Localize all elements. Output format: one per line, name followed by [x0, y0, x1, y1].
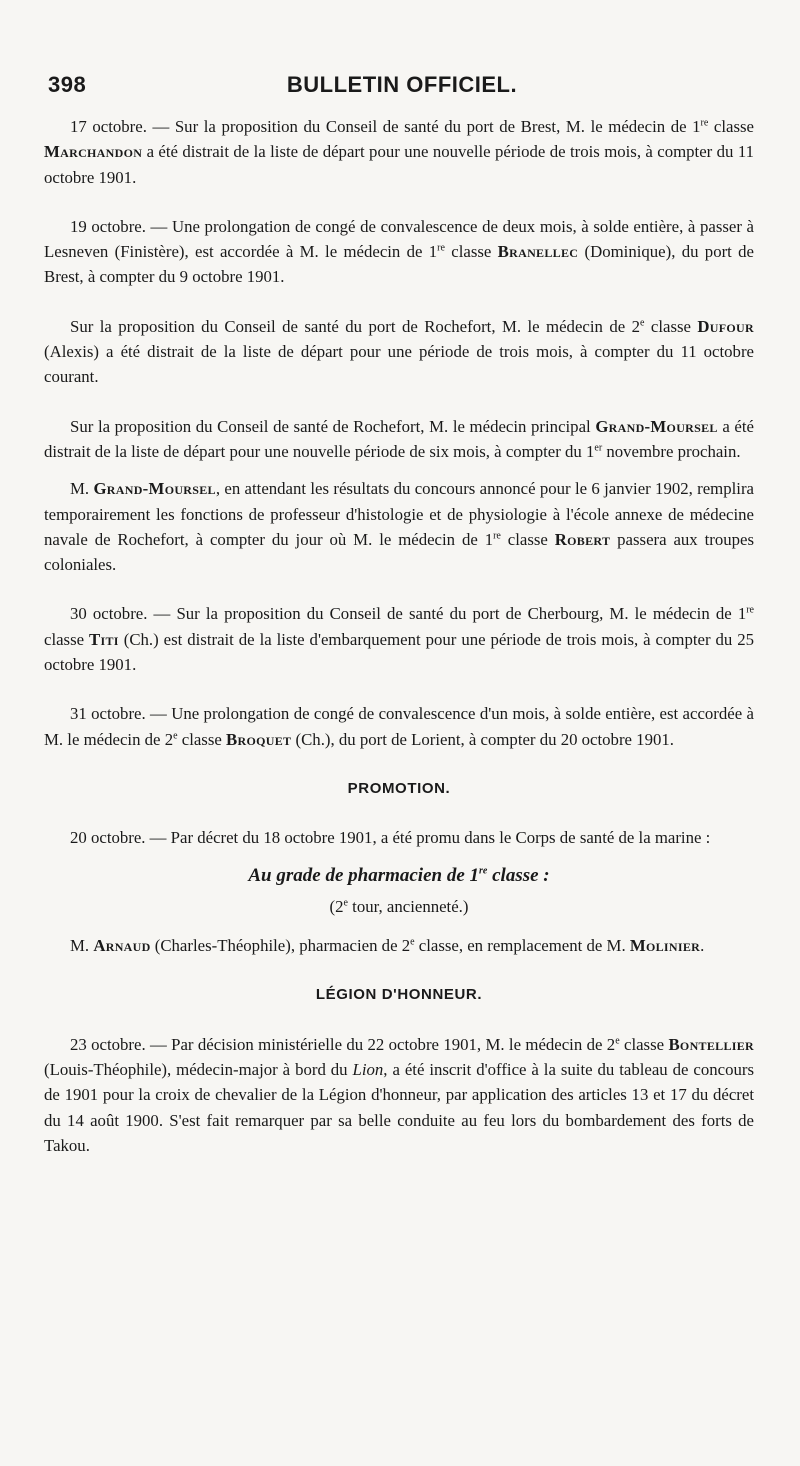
person-name: Branellec [497, 242, 579, 262]
text: passera aux troupes coloniales. [44, 529, 754, 575]
paragraph-rochefort-grand-moursel [44, 414, 754, 465]
text: 23 octobre. — Par décision ministérielle du 22 octobre 1901, M. le médecin de 2 [70, 1034, 616, 1054]
text: (Dominique), du port de Brest, à compter du 9 octobre 1901. [44, 242, 754, 287]
person-name: Broquet [226, 729, 292, 749]
person-name: Molinier [629, 936, 701, 956]
section-heading-legion: LÉGION D'HONNEUR. [315, 986, 483, 1004]
person-name: Grand-Moursel [93, 479, 216, 499]
text: 30 octobre. — Sur la proposition du Conseil de santé du port de Cherbourg, M. le médecin de 1 [70, 604, 747, 624]
ordinal: re [479, 865, 488, 877]
ordinal: e [615, 1035, 620, 1047]
ship-name: Lion [352, 1060, 384, 1080]
paragraph-arnaud [44, 933, 754, 958]
ordinal: e [343, 897, 348, 909]
text: (Alexis) a été distrait de la liste de départ pour une période de trois mois, à compter du 11 octobre courant. [44, 342, 754, 387]
document-body [44, 114, 754, 1158]
paragraph-rochefort-dufour [44, 314, 754, 390]
ordinal: re [700, 117, 709, 129]
ordinal: e [173, 730, 178, 742]
text: (Ch.) est distrait de la liste d'embarquement pour une période de trois mois, à compter du 25 octobre 1901. [44, 629, 755, 675]
ordinal: re [493, 530, 501, 542]
grade-subheading [44, 894, 754, 919]
text: (Charles-Théophile), pharmacien de 2 [150, 936, 411, 956]
text: M. [70, 479, 94, 499]
text: classe [644, 316, 698, 336]
text: classe [177, 729, 227, 749]
paragraph-promotion: 20 octobre. — Par décret du 18 octobre 1901, a été promu dans le Corps de santé de la marine : [70, 828, 711, 848]
text: (Ch.), du port de Lorient, à compter du 20 octobre 1901. [291, 729, 674, 749]
text: classe, en remplacement de M. [414, 936, 630, 956]
text: novembre prochain. [602, 441, 741, 461]
page-number: 398 [48, 72, 87, 97]
text: 19 octobre. — Une prolongation de congé de convalescence de deux mois, à solde entière, à passer à Lesneven (Finistère), est accordée à M. le médecin de 1 [44, 216, 754, 262]
text: a été distrait de la liste de départ pour une nouvelle période de trois mois, à compter du 11 octobre 1901. [44, 142, 754, 187]
text: M. [70, 936, 94, 956]
paragraph-grand-moursel-interim [44, 476, 754, 577]
grade-heading [44, 863, 754, 888]
person-name: Bontellier [668, 1034, 754, 1054]
ordinal: e [640, 317, 645, 329]
text: , a été inscrit d'office à la suite du tableau de concours de 1901 pour la croix de chevalier de la Légion d'honneur, par application des articles 13 et 17 du décret du 14 août 1900. S'est fait remarquer par sa belle conduite au feu lors du bombardement des forts de Takou. [44, 1060, 754, 1155]
text: classe [619, 1034, 669, 1054]
person-name: Arnaud [93, 936, 151, 956]
text: 17 octobre. — Sur la proposition du Conseil de santé du port de Brest, M. le médecin de 1 [70, 117, 701, 136]
paragraph-legion-23-octobre [44, 1032, 754, 1158]
running-title: BULLETIN OFFICIEL. [286, 72, 518, 97]
paragraph-19-octobre [44, 214, 754, 290]
text: . [700, 936, 705, 956]
text: Au grade de pharmacien de 1 [248, 864, 480, 886]
person-name: Dufour [697, 316, 754, 336]
text: a été distrait de la liste de départ pour une nouvelle période de six mois, à compter du 1 [44, 416, 754, 461]
ordinal: e [410, 936, 415, 948]
paragraph-17-octobre [44, 114, 754, 190]
person-name: Marchandon [44, 142, 143, 162]
paragraph-31-octobre [44, 701, 754, 752]
person-name: Robert [554, 529, 611, 549]
ordinal: re [437, 242, 445, 254]
text: classe [444, 242, 498, 262]
text: Sur la proposition du Conseil de santé du port de Rochefort, M. le médecin de 2 [70, 316, 640, 336]
text: tour, ancienneté.) [347, 896, 469, 916]
text: (2 [329, 896, 344, 916]
text: (Louis-Théophile), médecin-major à bord du [44, 1060, 353, 1080]
ordinal: re [746, 604, 754, 616]
text: 31 octobre. — Une prolongation de congé de convalescence d'un mois, à solde entière, est accordée à M. le médecin de 2 [44, 704, 754, 749]
page-header [48, 72, 756, 106]
text: classe [500, 529, 555, 549]
ordinal: er [594, 442, 603, 454]
text: , en attendant les résultats du concours annoncé pour le 6 janvier 1902, remplira temporairement les fonctions de professeur d'histologie et de physiologie à l'école annexe de médecine navale de Rochefort, à compter du jour où M. le médecin de 1 [44, 479, 754, 549]
text: classe [708, 117, 754, 136]
text: classe [44, 629, 90, 649]
text: Sur la proposition du Conseil de santé de Rochefort, M. le médecin principal [70, 416, 596, 436]
paragraph-30-octobre [44, 601, 754, 677]
person-name: Grand-Moursel [595, 416, 718, 436]
section-heading-promotion: PROMOTION. [347, 779, 451, 797]
text: classe : [487, 864, 550, 886]
person-name: Titi [89, 629, 119, 649]
